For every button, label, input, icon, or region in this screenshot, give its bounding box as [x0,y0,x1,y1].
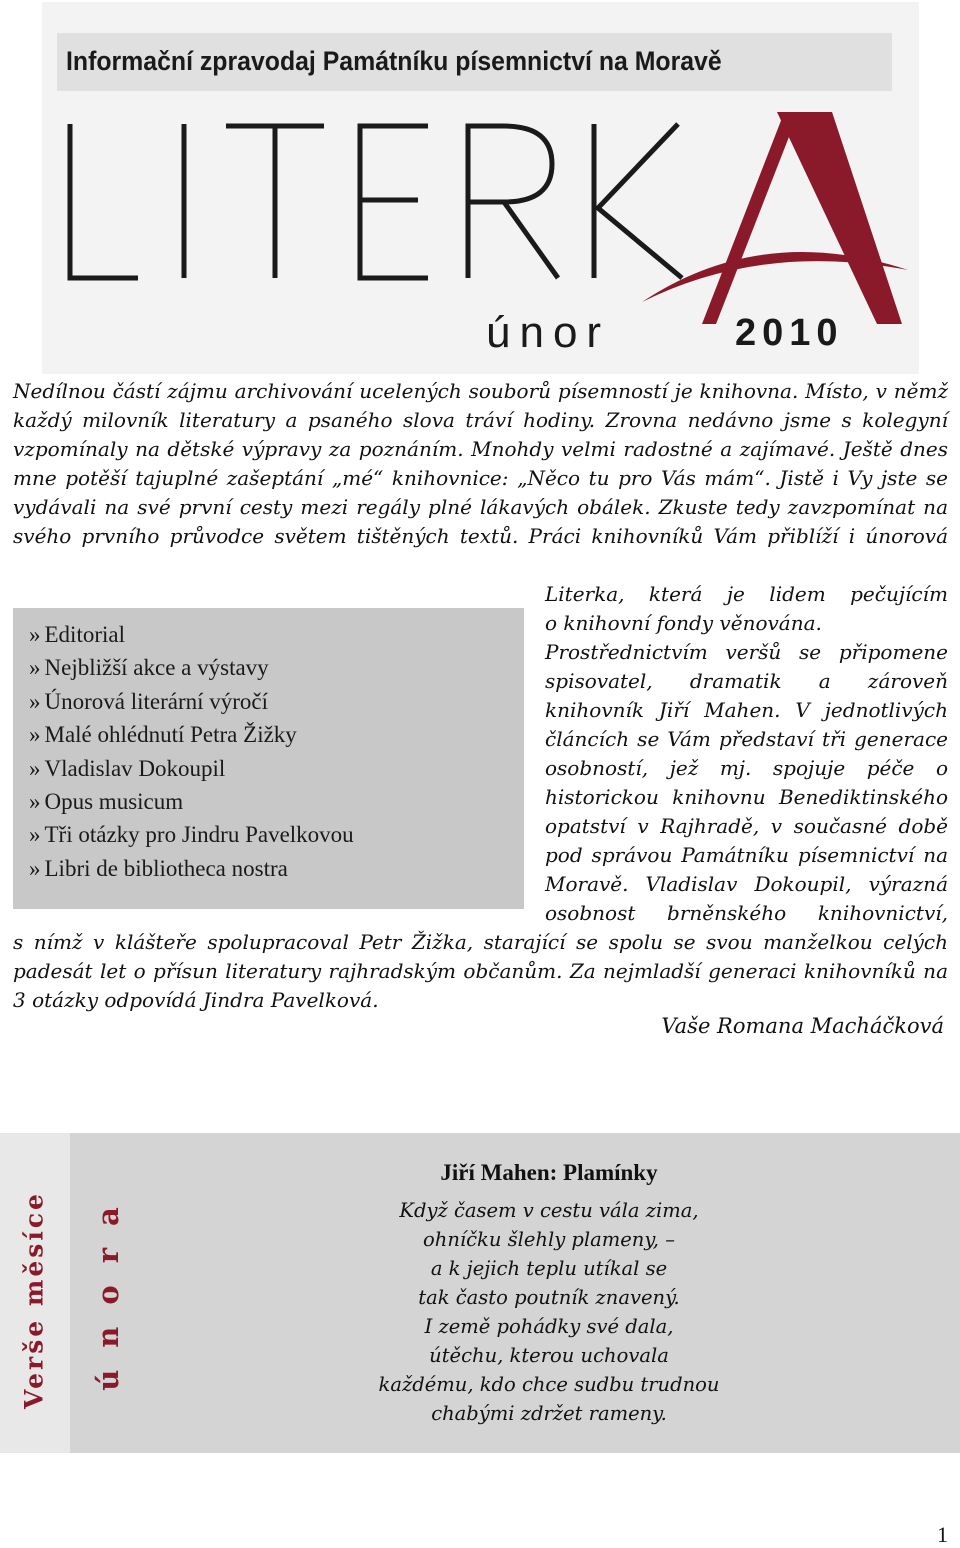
toc-item-label: Vladislav Dokoupil [44,755,226,781]
toc-item-label: Tři otázky pro Jindru Pavelkovou [44,822,354,848]
issue-year: 2010 [735,312,844,354]
editorial-line: článcích se Vám představí tři generace [545,727,948,751]
toc-marker: » [29,789,41,815]
poem-line: I země pohádky své dala, [424,1315,674,1338]
toc-item-dokoupil[interactable] [29,752,524,785]
toc-marker: » [29,855,41,881]
editorial-line: pod správou Památníku písemnictví na [545,843,948,867]
toc-item-pavelkova[interactable] [29,818,524,851]
editorial-line: Literka, která je lidem pečujícím [545,582,948,606]
editorial-line: mne potěší tajuplné zašeptání „mé“ knihovnice: „Něco tu pro Vás mám“. Jistě i Vy jste se [13,466,948,490]
logo-letter-r [468,126,558,278]
verse-month: února [91,1185,125,1391]
editorial-line: knihovník Jiří Mahen. V jednotlivých [545,698,948,722]
editorial-right-column [545,580,948,928]
toc-item-opus-musicum[interactable] [29,785,524,818]
editorial-line: osobností, jež mj. spojuje péče o [545,756,948,780]
editorial-line: s nímž v klášteře spolupracoval Petr Žižka, starající se spolu se svou manželkou celých [13,930,948,954]
poem-title: Jiří Mahen: Plamínky [440,1160,658,1185]
toc-item-label: Malé ohlédnutí Petra Žižky [44,722,297,748]
poem-line: chabými zdržet rameny. [431,1402,667,1425]
editorial-tail [13,928,948,1015]
editorial-line: Nedílnou částí zájmu archivování ucelených souborů písemností je knihovna. Místo, v němž [13,379,948,403]
editorial-line: historickou knihovnu Benediktinského [545,785,948,809]
poem-line: každému, kdo chce sudbu trudnou [378,1373,720,1396]
toc-item-anniversaries[interactable] [29,685,524,718]
toc-item-events[interactable] [29,651,524,684]
table-of-contents [13,608,524,909]
poem-line: Když časem v cestu vála zima, [399,1199,699,1222]
toc-item-label: Editorial [44,622,125,647]
editorial-signature: Vaše Romana Macháčková [661,1014,944,1038]
toc-marker: » [29,622,41,647]
toc-item-label: Libri de bibliotheca nostra [44,855,288,881]
poem-line: a k jejich teplu utíkal se [430,1257,668,1280]
issue-month: únor [486,308,611,357]
toc-item-label: Únorová literární výročí [44,688,269,714]
logo-letter-e [360,126,428,278]
editorial-line: osobnost brněnského knihovnictví, [545,901,948,925]
editorial-line: opatství v Rajhradě, v současné době [545,814,948,838]
page-number: 1 [937,1522,948,1547]
editorial-line: spisovatel, dramatik a zároveň [545,669,948,693]
editorial-line: o knihovní fondy věnována. [545,611,822,635]
editorial-line: vzpomínaly na dětské výpravy za poznáním. Mnohdy velmi radostné a zajímavé. Ještě dnes [13,437,948,461]
editorial-line: padesát let o přísun literatury rajhradským občanům. Za nejmladší generaci knihovníků na [13,959,948,983]
toc-marker: » [29,822,41,848]
logo-letter-k [594,124,682,278]
toc-item-libri[interactable] [29,852,524,885]
editorial-line: svého prvního průvodce světem tištěných textů. Práci knihovníků Vám přiblíží i únorová [13,524,948,548]
toc-item-zizka[interactable] [29,718,524,751]
toc-item-editorial[interactable] [29,618,524,651]
editorial-line: 3 otázky odpovídá Jindra Pavelková. [13,988,379,1012]
toc-marker: » [29,688,41,714]
toc-marker: » [29,722,41,748]
toc-item-label: Opus musicum [44,789,184,815]
editorial-line: vydávali na své první cesty mezi regály plné lákavých obálek. Zkuste tedy zavzpomínat na [13,495,948,519]
verse-section-title: Verše měsíce [19,1191,49,1409]
toc-item-label: Nejbližší akce a výstavy [44,655,269,681]
editorial-line: Prostřednictvím veršů se připomene [545,640,948,664]
poem-line: útěchu, kterou uchovala [429,1344,669,1367]
poem-line: tak často poutník znavený. [418,1286,680,1309]
editorial-line: Moravě. Vladislav Dokoupil, výrazná [545,872,948,896]
poem [336,1160,762,1428]
logo-letter-t [226,126,324,278]
logo-letter-l [70,124,138,278]
masthead-subtitle: Informační zpravodaj Památníku písemnictví na Moravě [66,46,722,76]
editorial-line: každý milovník literatury a psaného slova tráví hodiny. Zrovna nedávno jsme s kolegyní [13,408,948,432]
poem-line: ohníčku šlehly plameny, – [423,1228,675,1251]
toc-marker: » [29,755,41,781]
logo-letter-a [642,112,908,324]
editorial-intro [13,377,948,551]
toc-marker: » [29,655,41,681]
